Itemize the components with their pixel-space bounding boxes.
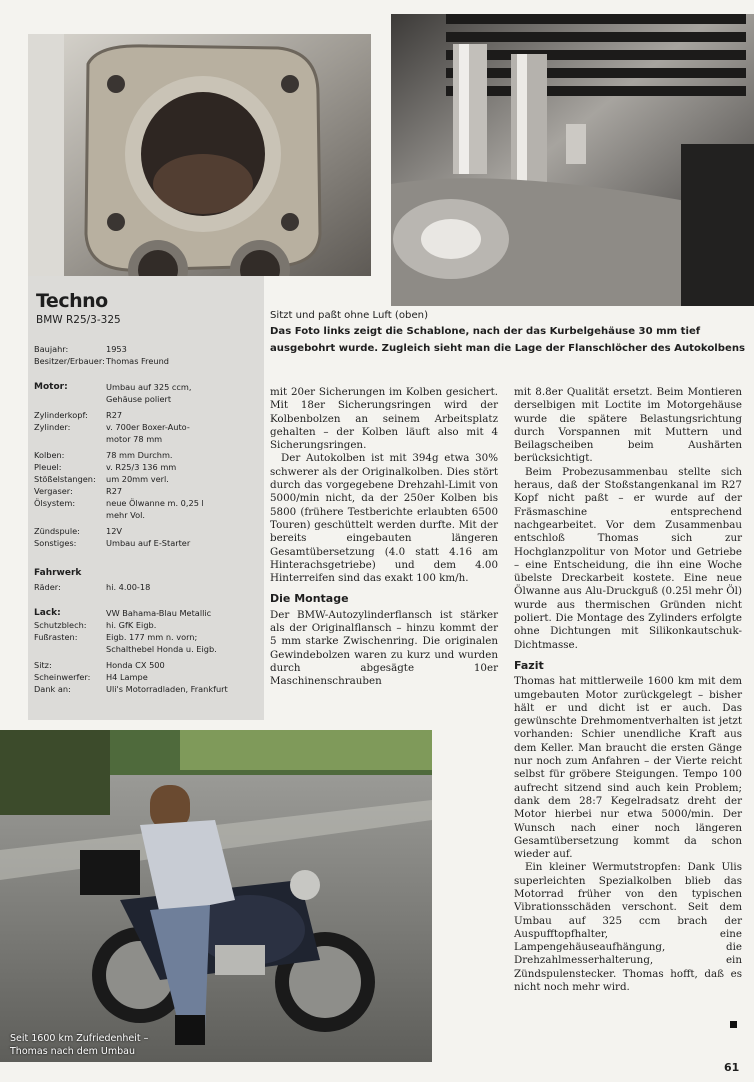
caption-line: Thomas nach dem Umbau	[10, 1046, 136, 1057]
spec-label: Sitz:	[34, 660, 52, 670]
caption-line: ausgebohrt wurde. Zugleich sieht man die Lage der Flanschlöcher des Autokolbens	[270, 342, 746, 354]
caption-line: Das Foto links zeigt die Schablone, nach der das Kurbelgehäuse 30 mm tief	[270, 326, 701, 338]
spec-value: um 20mm verl.	[106, 474, 169, 484]
spec-value: Thomas Freund	[106, 356, 169, 366]
spec-label: Schutzblech:	[34, 620, 87, 630]
caption-line: Seit 1600 km Zufriedenheit –	[10, 1033, 149, 1044]
paragraph: mit 8.8er Qualität ersetzt. Beim Montieren derselbigen mit Loctite im Motorgehäuse wurde die spätere Belastungsrichtung durch Vorspannen mit Muttern und Beilagscheiben beim Aushärten berücksichtigt.	[514, 386, 742, 465]
spec-section-heading: Fahrwerk	[34, 568, 82, 578]
spec-value: 78 mm Durchm.	[106, 450, 173, 460]
spec-label: Motor:	[34, 382, 68, 392]
page-number: 61	[724, 1061, 740, 1074]
paragraph: Der BMW-Autozylinderflansch ist stärker als der Originalflansch – hinzu kommt der 5 mm starke Zwischenring. Die originalen Gewindebolzen waren zu kurz und wurden durch abgesägte 10er Maschinenschrauben	[270, 608, 498, 688]
paragraph: Thomas hat mittlerweile 1600 km mit dem umgebauten Motor zurückgelegt – bisher hält er und dicht ist er auch. Das gewünschte Drehmomentverhalten ist jetzt vorhanden: Schier unendliche Kraft aus dem Keller. Man braucht die ersten Gänge nur noch zum Anfahren – der Vierte reicht selbst für gröbere Steigungen. Tempo 100 aufrecht sitzend sind auch kein Problem; dank dem 28:7 Kegelradsatz dreht der Motor hierbei nur etwa 5000/min. Der Wunsch nach einer noch längeren Gesamtübersetzung kommt da schon wieder auf.	[514, 675, 742, 861]
spec-value: VW Bahama-Blau Metallic	[106, 608, 212, 618]
paragraph: mit 20er Sicherungen im Kolben gesichert. Mit 18er Sicherungsringen wird der Kolbenbolzen an seinem Arbeitsplatz gehalten – der Kolben läuft also mit 4 Sicherungsringen.	[270, 386, 498, 452]
spec-value: Schalthebel Honda u. Eigb.	[106, 644, 217, 654]
spec-label: Vergaser:	[34, 486, 73, 496]
article-column-2	[514, 386, 742, 994]
spec-label: Pleuel:	[34, 462, 62, 472]
paragraph: Der Autokolben ist mit 394g etwa 30% schwerer als der Originalkolben. Dies stört durch das vorgegebene Drehzahl-Limit von 5000/min nicht, da der 250er Kolben bis 5800 (frühere Testberichte erlaubten 6500 Touren) geschüttelt werden durfte. Mit der bereits eingebauten längeren Gesamtübersetzung (4.0 statt 4.16 am Hinterachsgetriebe) und dem 4.00 Hinterreifen sind das exakt 100 km/h.	[270, 452, 498, 585]
sidebar-title: Techno	[36, 290, 108, 312]
spec-sidebar	[28, 276, 264, 720]
photo-caption-rider	[10, 1032, 148, 1058]
spec-label: Baujahr:	[34, 344, 69, 354]
spec-value: hi. GfK Eigb.	[106, 620, 157, 630]
photo-crankcase-cylinder	[28, 34, 371, 276]
article-column-1	[270, 386, 498, 689]
spec-value: Gehäuse poliert	[106, 394, 172, 404]
spec-label: Zündspule:	[34, 526, 80, 536]
section-heading-fazit: Fazit	[514, 658, 544, 672]
spec-value: Uli's Motorradladen, Frankfurt	[106, 684, 228, 694]
end-of-article-marker	[730, 1021, 737, 1028]
spec-value: Umbau auf 325 ccm,	[106, 382, 192, 392]
spec-label: Scheinwerfer:	[34, 672, 91, 682]
spec-label: Zylinderkopf:	[34, 410, 88, 420]
spec-value: R27	[106, 486, 123, 496]
spec-value: v. 700er Boxer-Auto-	[106, 422, 190, 432]
spec-value: v. R25/3 136 mm	[106, 462, 177, 472]
section-heading-montage: Die Montage	[270, 592, 349, 606]
spec-value: neue Ölwanne m. 0,25 l	[106, 498, 204, 508]
spec-value: Honda CX 500	[106, 660, 165, 670]
spec-value: R27	[106, 410, 123, 420]
paragraph: Ein kleiner Wermutstropfen: Dank Ulis superleichten Spezialkolben blieb das Motorrad früher von den typischen Vibrationsschäden verschont. Seit dem Umbau auf 325 ccm brach der Auspufftopfhalter, eine Lampengehäuseaufhängung, die Drehzahlmesserhalterung, ein Zündspulenstecker. Thomas hofft, daß es nicht noch mehr wird.	[514, 861, 742, 994]
sidebar-subtitle: BMW R25/3-325	[36, 314, 121, 326]
spec-label: Sonstiges:	[34, 538, 77, 548]
caption-line: Sitzt und paßt ohne Luft (oben)	[270, 310, 429, 321]
spec-label: Besitzer/Erbauer:	[34, 356, 105, 366]
spec-value: Umbau auf E-Starter	[106, 538, 191, 548]
photo-caption-top	[270, 308, 748, 357]
spec-label: Ölsystem:	[34, 498, 76, 508]
photo-cylinder-head-closeup	[391, 14, 754, 306]
paragraph: Beim Probezusammenbau stellte sich heraus, daß der Stoßstangenkanal im R27 Kopf nicht paßt – er wurde auf der Fräsmaschine entsprechend nachgearbeitet. Vor dem Zusammenbau entschloß Thomas sich zur Hochglanzpolitur von Motor und Getriebe – eine Entscheidung, die ihn eine Woche übelste Dreckarbeit kostete. Eine neue Ölwanne aus Alu-Druckguß (0.25l mehr Öl) wurde aus thermischen Gründen nicht poliert. Die Montage des Zylinders erfolgte ohne Dichtungen mit Silikonkautschuk-Dichtmasse.	[514, 465, 742, 651]
spec-label: Lack:	[34, 608, 61, 618]
photo-rider-motorcycle	[0, 730, 432, 1062]
spec-value: Eigb. 177 mm n. vorn;	[106, 632, 198, 642]
spec-label: Fußrasten:	[34, 632, 78, 642]
spec-value: mehr Vol.	[106, 510, 146, 520]
spec-value: H4 Lampe	[106, 672, 148, 682]
spec-label: Dank an:	[34, 684, 71, 694]
spec-label: Zylinder:	[34, 422, 71, 432]
spec-label: Stößelstangen:	[34, 474, 96, 484]
spec-value: motor 78 mm	[106, 434, 163, 444]
spec-label: Kolben:	[34, 450, 65, 460]
spec-label: Räder:	[34, 582, 61, 592]
spec-value: hi. 4.00-18	[106, 582, 151, 592]
spec-value: 12V	[106, 526, 123, 536]
spec-value: 1953	[106, 344, 127, 354]
